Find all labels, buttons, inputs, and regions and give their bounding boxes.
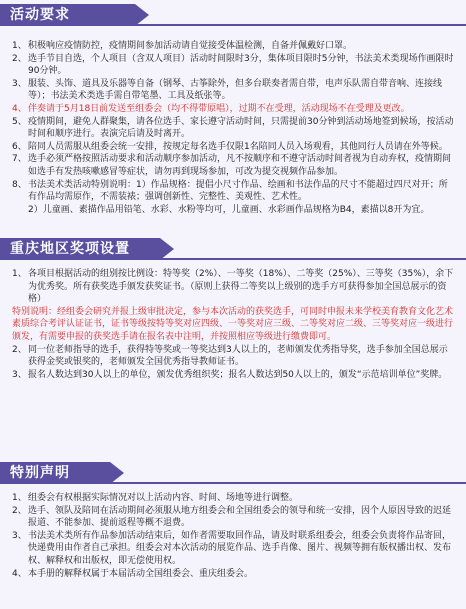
item-text: 服装、头饰、道具及乐器等自备（钢琴、古筝除外，但多台联奏者需自带，电声乐队需自带音响、连接线等）；书法美术类选手需自带笔墨、工具及纸张等。: [28, 78, 443, 102]
item-text: 各项目根据活动的组别按比例设：特等奖（2%）、一等奖（18%）、二等奖（25%）、三等奖（35%），余下为优秀奖。所有获奖选手颁发获奖证书。（原则上获得二等奖以上级别的选手方可获得参加全国总展示的资格）: [28, 269, 454, 305]
list-item: [12, 369, 456, 382]
list-item: [12, 78, 456, 103]
item-text: 报名人数达到30人以上的单位，颁发优秀组织奖；报名人数达到50人以上的，颁发“示范培训单位”奖牌。: [28, 369, 448, 380]
list-item: [12, 153, 456, 178]
item-text: 书法美术类所有作品参加活动结束后，如作者需要取回作品，请及时联系组委会，组委会负责将作品寄回，快递费用由作者自己承担。组委会对本次活动的展览作品、选手肖像、图片、视频等拥有版权播出权、发布权、解释权和出版权，即无偿使用权。: [28, 530, 452, 566]
item-number: 3、: [12, 530, 27, 541]
item-number: 1、: [12, 493, 27, 503]
item-text: 选手节目自选，个人项目（含双人项目）活动时间限时3分，集体项目限时5分钟，书法美术类现场作画限时90分钟。: [28, 53, 454, 77]
item-number: 1、: [12, 41, 27, 51]
item-number: 4、: [12, 103, 27, 114]
item-text: 特别说明：经组委会研究并报上级审批决定，参与本次活动的获奖选手，可同时申报未来学校美育教育文化艺术素质综合考评认证证书，证书等级按特等奖对应四级、一等奖对应三级、二等奖对应二级、三等奖对应一级进行颁发，有需要申报的获奖选手请在报名表中注明，并按照相应等级进行缴费即可。: [12, 306, 454, 342]
item-number: 5、: [12, 116, 27, 127]
item-text: 选手、领队及陪同在活动期间必须服从地方组委会和全国组委会的领导和统一安排，因个人原因导致的迟延报道、不能参加、提前返程等概不退费。: [28, 505, 452, 529]
item-number: 8、: [12, 179, 27, 190]
item-number: 2、: [12, 505, 27, 516]
section-title-activity-requirements: 活动要求: [0, 4, 135, 26]
list-item: [12, 505, 456, 530]
item-number: 4、: [12, 568, 27, 579]
item-text: 书法美术类活动特别说明：1）作品规格：提倡小尺寸作品、绘画和书法作品的尺寸不能超过四尺对开；所有作品均需原作，不需装裱；强调创新性、完整性、美观性、艺术性。: [28, 179, 448, 203]
special-statement-list: [12, 492, 456, 580]
item-text: 组委会有权根据实际情况对以上活动内容、时间、场地等进行调整。: [28, 493, 299, 503]
awards-list: [12, 268, 456, 381]
activity-requirements-list: [12, 40, 456, 216]
item-number: 3、: [12, 78, 27, 89]
list-item: [12, 344, 456, 369]
list-item-highlighted: [12, 103, 456, 116]
list-item: [12, 530, 456, 568]
list-item: [12, 40, 456, 53]
section-title-chongqing-awards: 重庆地区奖项设置: [0, 238, 160, 260]
list-item: [12, 204, 456, 217]
section-title-special-statement: 特别声明: [0, 462, 110, 484]
item-number: 7、: [12, 154, 27, 165]
list-item: [12, 53, 456, 78]
list-item: [12, 268, 456, 306]
item-text: 积极响应疫情防控，疫情期间参加活动请自觉接受体温检测，自备并佩戴好口罩。: [28, 41, 353, 51]
item-number: [12, 204, 28, 217]
item-number: 6、: [12, 141, 27, 152]
item-number: 2、: [12, 344, 27, 355]
list-item: [12, 141, 456, 154]
item-text: 陪同人员需服从组委会统一安排，按规定每名选手仅限1名陪同人员入场观看，其他同行人员请在外等候。: [28, 141, 448, 152]
list-item: [12, 116, 456, 141]
item-text: 本手册的解释权属于本届活动全国组委会、重庆组委会。: [28, 568, 254, 579]
item-text: 疫情期间，避免人群聚集，请各位选手、家长遵守活动时间，只需提前30分钟到活动场地签到候场，按活动时间和顺序进行。表演完后请及时离开。: [28, 116, 454, 140]
list-item: [12, 568, 456, 581]
item-text: 2）儿童画、素描作品用铅笔、水彩、水粉等均可，儿童画、水彩画作品规格为B4，素描以8开为宜。: [28, 204, 430, 215]
item-number: 3、: [12, 369, 27, 380]
item-number: 1、: [12, 269, 27, 279]
item-text: 伴奏请于5月18日前发送至组委会（均不得带原唱），过期不在受理，活动现场不在受理及更改。: [28, 103, 410, 114]
item-text: 同一位老师指导的选手，获得特等奖或一等奖达到3人以上的，老师颁发优秀指导奖，选手参加全国总展示获得金奖或银奖的，老师颁发全国优秀指导教师证书。: [28, 344, 448, 368]
list-item: [12, 179, 456, 204]
list-item: [12, 492, 456, 505]
item-number: 2、: [12, 53, 27, 64]
special-note: [12, 306, 456, 344]
item-text: 选手必须严格按照活动要求和活动顺序参加活动，凡不按顺序和不遵守活动时间者视为自动弃权，疫情期间如选手有发热咳嗽感冒等症状，请勿再到现场参加，可改为提交视频作品参加。: [28, 154, 452, 177]
